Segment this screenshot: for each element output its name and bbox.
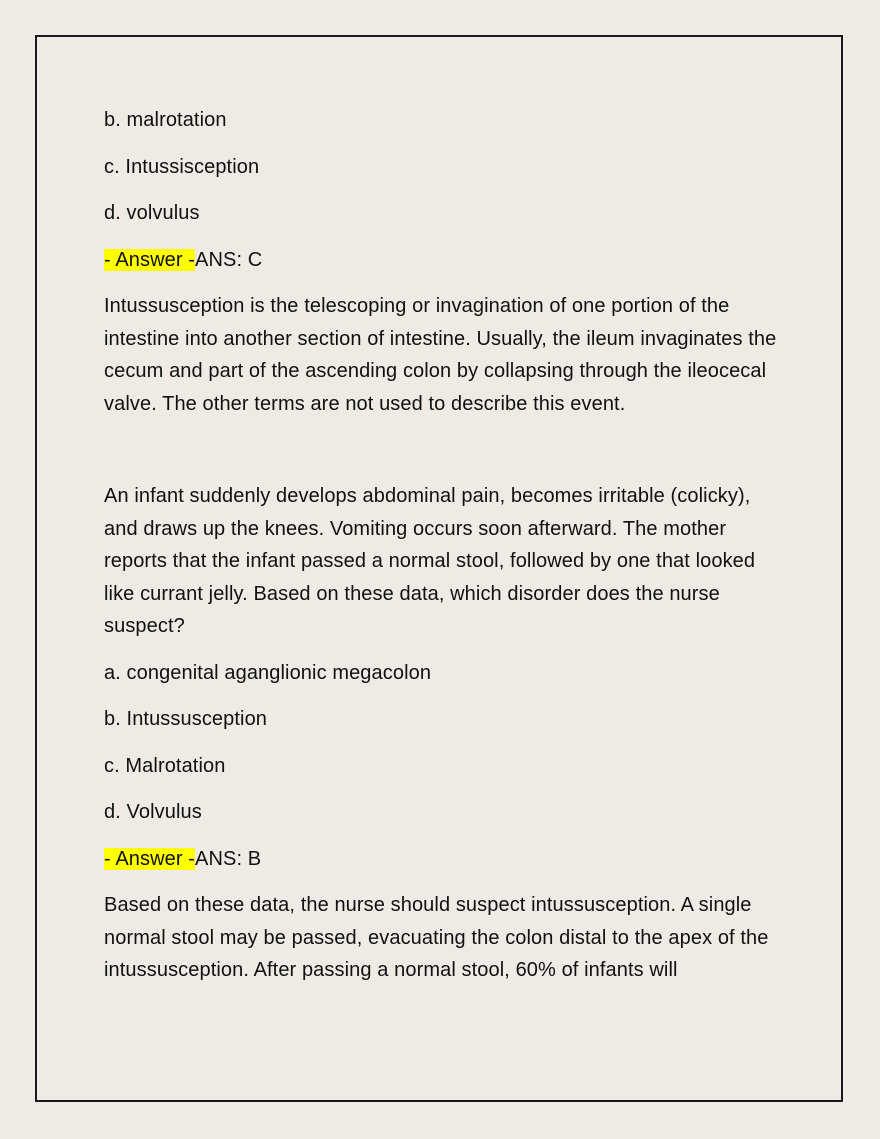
document-content bbox=[104, 104, 784, 1001]
answer-highlight: - Answer - bbox=[104, 847, 196, 870]
answer-highlight: - Answer - bbox=[104, 248, 196, 271]
question-text: An infant suddenly develops abdominal pain, becomes irritable (colicky), and draws up the knees. Vomiting occurs soon afterward. The mother reports that the infant passed a normal stool, followed by one that looked like currant jelly. Based on these data, which disorder does the nurse suspect? bbox=[104, 485, 756, 637]
option-c: c. Intussisception bbox=[104, 155, 260, 178]
option-c: c. Malrotation bbox=[104, 754, 226, 777]
answer-line bbox=[104, 843, 784, 876]
answer-value: ANS: B bbox=[195, 847, 262, 870]
option-d: d. volvulus bbox=[104, 202, 200, 224]
option-d: d. Volvulus bbox=[104, 801, 202, 823]
option-a: a. congenital aganglionic megacolon bbox=[104, 661, 432, 684]
option-b: b. Intussusception bbox=[104, 708, 268, 730]
answer-line bbox=[104, 244, 784, 277]
answer-value: ANS: C bbox=[195, 248, 263, 271]
rationale-paragraph: Intussusception is the telescoping or invagination of one portion of the intestine into another section of intestine. Usually, the ileum invaginates the cecum and part of the ascending colon by collapsing through the ileocecal valve. The other terms are not used to describe this event. bbox=[104, 295, 777, 415]
question-block-1 bbox=[104, 104, 784, 420]
option-b: b. malrotation bbox=[104, 109, 227, 131]
question-block-2 bbox=[104, 480, 784, 987]
rationale-paragraph: Based on these data, the nurse should suspect intussusception. A single normal stool may be passed, evacuating the colon distal to the apex of the intussusception. After passing a normal stool, 60% of infants will bbox=[104, 894, 769, 981]
